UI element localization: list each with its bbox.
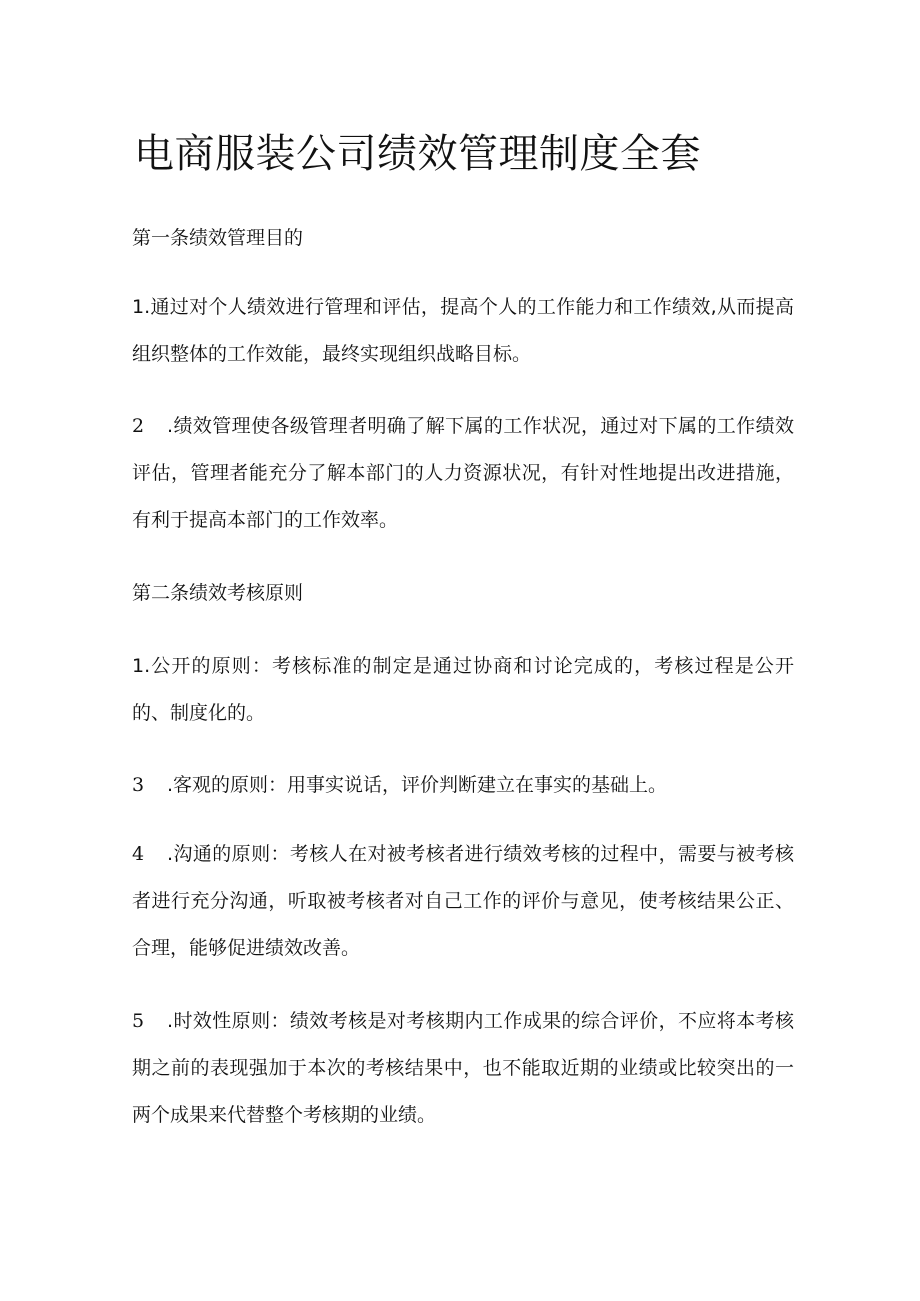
paragraph-number: 3 bbox=[132, 774, 145, 796]
section-heading-principles: 第二条绩效考核原则 bbox=[132, 582, 304, 604]
paragraph-text: .绩效管理使各级管理者明确了解下属的工作状况，通过对下属的工作绩效评估，管理者能充分了解本部门的人力资源状况，有针对性地提出改进措施，有利于提高本部门的工作效率。 bbox=[132, 415, 794, 531]
paragraph bbox=[132, 998, 794, 1139]
paragraph bbox=[132, 403, 794, 544]
section-heading-purpose: 第一条绩效管理目的 bbox=[132, 227, 304, 249]
paragraph-text: 1.通过对个人绩效进行管理和评估，提高个人的工作能力和工作绩效,从而提高组织整体的工作效能，最终实现组织战略目标。 bbox=[132, 296, 794, 365]
paragraph-text: .客观的原则：用事实说话，评价判断建立在事实的基础上。 bbox=[167, 774, 668, 796]
paragraph bbox=[132, 831, 794, 972]
paragraph-text: .时效性原则：绩效考核是对考核期内工作成果的综合评价，不应将本考核期之前的表现强加于本次的考核结果中，也不能取近期的业绩或比较突出的一两个成果来代替整个考核期的业绩。 bbox=[132, 1010, 794, 1126]
paragraph bbox=[132, 284, 794, 378]
document-title: 电商服装公司绩效管理制度全套 bbox=[134, 131, 701, 177]
paragraph-number: 2 bbox=[132, 415, 145, 437]
paragraph bbox=[132, 762, 794, 809]
paragraph-text: .沟通的原则：考核人在对被考核者进行绩效考核的过程中，需要与被考核者进行充分沟通，听取被考核者对自己工作的评价与意见，使考核结果公正、合理，能够促进绩效改善。 bbox=[132, 843, 794, 959]
paragraph-number: 5 bbox=[132, 1010, 145, 1032]
paragraph bbox=[132, 643, 794, 737]
paragraph-text: 1.公开的原则：考核标准的制定是通过协商和讨论完成的，考核过程是公开的、制度化的。 bbox=[132, 655, 794, 724]
paragraph-number: 4 bbox=[132, 843, 145, 865]
